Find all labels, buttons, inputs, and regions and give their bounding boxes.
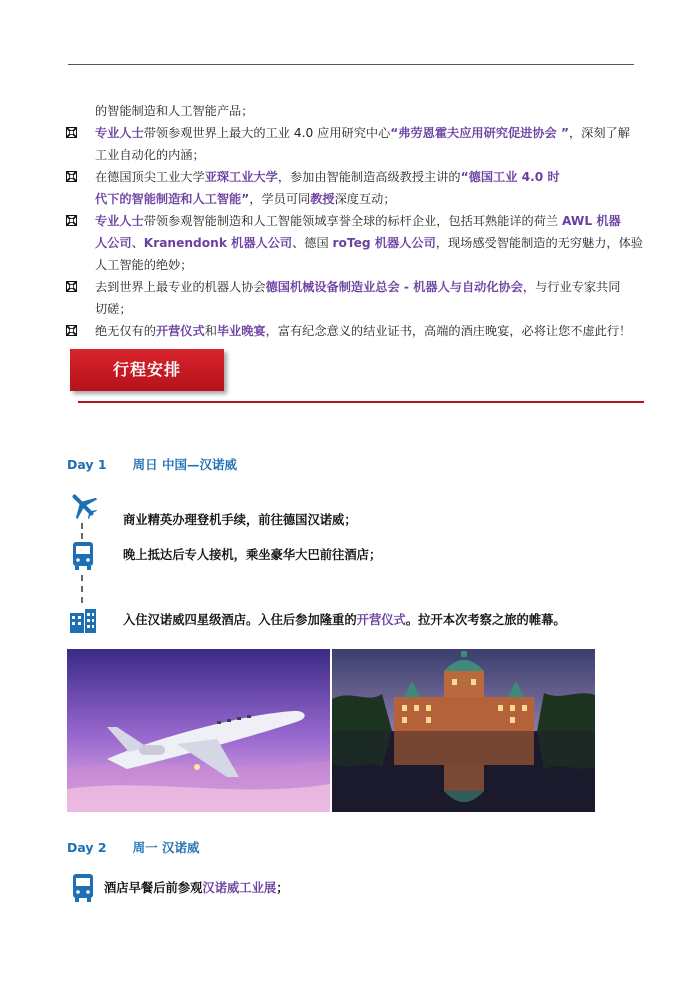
- body-text: 、德国: [292, 236, 333, 250]
- body-text: 、: [131, 236, 144, 250]
- highlight-text: 专业人士: [95, 214, 144, 228]
- x-box-icon: [66, 171, 77, 182]
- bullet-item: [66, 210, 642, 232]
- bus-icon: [68, 540, 98, 570]
- airplane-icon: [68, 490, 98, 520]
- day2-label: Day 2: [67, 840, 107, 855]
- day2-step1: [104, 878, 289, 896]
- step3-text: 入住汉诺威四星级酒店。入住后参加隆重的: [123, 613, 357, 627]
- highlight-text: 教授: [310, 192, 335, 206]
- highlight-text: roTeg 机器人公司: [332, 236, 436, 250]
- body-text: 绝无仅有的: [95, 324, 156, 338]
- body-text: ，深刻了解: [568, 126, 630, 140]
- body-text: ，与行业专家共同: [522, 280, 621, 294]
- bullet-continuation: [66, 254, 642, 276]
- bullet-continuation: [66, 144, 642, 166]
- body-text: 在德国顶尖工业大学: [95, 170, 205, 184]
- day1-step1: 商业精英办理登机手续，前往德国汉诺威；: [123, 513, 357, 527]
- body-text: 切磋；: [95, 302, 132, 316]
- bullet-continuation: [66, 298, 642, 320]
- section-rule: [78, 401, 644, 403]
- highlight-text: AWL 机器: [562, 214, 621, 228]
- top-rule: [68, 64, 634, 65]
- x-box-icon: [66, 281, 77, 292]
- body-text: 去到世界上最专业的机器人协会: [95, 280, 266, 294]
- highlight-text: 德国机械设备制造业总会 - 机器人与自动化协会: [265, 280, 523, 294]
- body-text: 带领参观智能制造和人工智能领域享誉全球的标杆企业，包括耳熟能详的荷兰: [143, 214, 562, 228]
- body-text: 和: [204, 324, 217, 338]
- day2-heading: [67, 838, 199, 856]
- day1-heading: [67, 455, 237, 473]
- day1-label: Day 1: [67, 457, 107, 472]
- bus-icon: [68, 872, 98, 902]
- body-text: ，学员可同: [249, 192, 311, 206]
- bullet-item: [66, 320, 642, 342]
- day1-step3: [123, 610, 566, 628]
- bullet-item: [66, 122, 642, 144]
- bullet-continuation: [66, 188, 642, 210]
- body-text: 工业自动化的内涵；: [95, 148, 205, 162]
- day1-step2: 晚上抵达后专人接机，乘坐豪华大巴前往酒店；: [123, 548, 382, 562]
- body-text: 深度互动；: [334, 192, 396, 206]
- highlight-text: Kranendonk 机器人公司: [143, 236, 293, 250]
- highlight-text: 代下的智能制造和人工智能”: [95, 192, 250, 206]
- day2-title: 周一 汉诺威: [132, 840, 200, 855]
- step3-text-end: 。拉开本次考察之旅的帷幕。: [405, 613, 566, 627]
- highlight-text: 毕业晚宴: [216, 324, 266, 338]
- section-banner: 行程安排: [70, 349, 224, 391]
- highlight-text: 专业人士: [95, 126, 144, 140]
- highlight-text: “弗劳恩霍夫应用研究促进协会 ”: [390, 126, 569, 140]
- highlight-text: 亚琛工业大学: [204, 170, 278, 184]
- bullet-item: [66, 276, 642, 298]
- feature-bullet-list: [66, 100, 642, 342]
- bullet-item: [66, 166, 642, 188]
- highlight-text: 开营仪式: [155, 324, 205, 338]
- x-box-icon: [66, 127, 77, 138]
- x-box-icon: [66, 325, 77, 336]
- day1-title: 周日 中国—汉诺威: [132, 457, 237, 472]
- day2-step-highlight: 汉诺威工业展: [202, 881, 277, 895]
- town-hall-photo: [332, 649, 595, 812]
- timeline-dash: [81, 523, 83, 539]
- step3-highlight: 开营仪式: [356, 613, 406, 627]
- body-text: ，现场感受智能制造的无穷魅力，体验: [435, 236, 643, 250]
- highlight-text: 人公司: [95, 236, 132, 250]
- body-text: 带领参观世界上最大的工业 4.0 应用研究中心: [143, 126, 391, 140]
- x-box-icon: [66, 215, 77, 226]
- highlight-text: “德国工业 4.0 时: [460, 170, 560, 184]
- day2-step-text-end: ；: [276, 881, 289, 895]
- bullet-continuation: [66, 100, 642, 122]
- body-text: ，富有纪念意义的结业证书，高端的酒庄晚宴，必将让您不虚此行！: [265, 324, 632, 338]
- body-text: ，参加由智能制造高级教授主讲的: [277, 170, 461, 184]
- day2-step-text: 酒店早餐后前参观: [104, 881, 203, 895]
- body-text: 的智能制造和人工智能产品；: [95, 104, 254, 118]
- timeline-dash: [81, 575, 83, 603]
- body-text: 人工智能的绝妙；: [95, 258, 193, 272]
- building-icon: [68, 605, 98, 635]
- airplane-photo: [67, 649, 330, 812]
- bullet-continuation: [66, 232, 642, 254]
